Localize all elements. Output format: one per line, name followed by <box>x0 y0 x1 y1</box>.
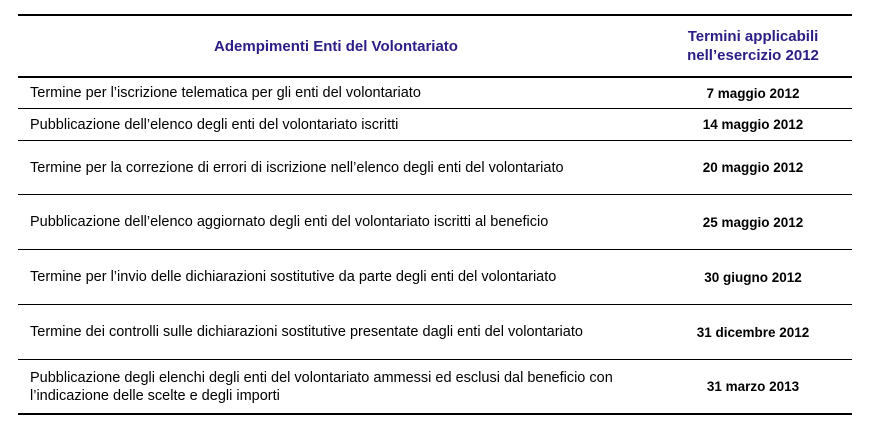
row-description: Termine per la correzione di errori di iscrizione nell’elenco degli enti del volontariato <box>30 159 564 176</box>
table-header <box>18 14 852 78</box>
header-deadlines-line2: nell’esercizio 2012 <box>687 47 819 64</box>
row-date: 25 maggio 2012 <box>702 214 804 230</box>
row-date: 31 dicembre 2012 <box>696 324 810 340</box>
header-deadlines <box>654 16 852 76</box>
table-row <box>18 195 852 250</box>
table-row <box>18 360 852 415</box>
row-date: 7 maggio 2012 <box>706 85 800 101</box>
row-description: Termine per l’invio delle dichiarazioni sostitutive da parte degli enti del volontariato <box>30 269 557 285</box>
table-row <box>18 305 852 360</box>
row-description: Pubblicazione degli elenchi degli enti del volontariato ammessi ed esclusi dal beneficio con l’indicazione delle scelte e degli importi <box>30 369 613 404</box>
table-row <box>18 141 852 195</box>
row-date: 30 giugno 2012 <box>704 269 802 285</box>
row-description: Termine per l’iscrizione telematica per gli enti del volontariato <box>30 85 421 101</box>
header-deadlines-line1: Termini applicabili <box>687 28 819 45</box>
table-row <box>18 78 852 109</box>
row-date: 31 marzo 2013 <box>706 379 800 394</box>
row-description: Pubblicazione dell’elenco aggiornato degli enti del volontariato iscritti al beneficio <box>30 214 549 230</box>
row-date: 14 maggio 2012 <box>702 117 804 132</box>
table-row <box>18 250 852 305</box>
deadlines-table <box>18 14 852 415</box>
header-obligations: Adempimenti Enti del Volontariato <box>214 37 458 55</box>
row-description: Pubblicazione dell’elenco degli enti del volontariato iscritti <box>30 116 399 133</box>
table-row <box>18 109 852 141</box>
row-description: Termine dei controlli sulle dichiarazioni sostitutive presentate dagli enti del volontariato <box>30 324 583 340</box>
row-date: 20 maggio 2012 <box>702 160 804 175</box>
